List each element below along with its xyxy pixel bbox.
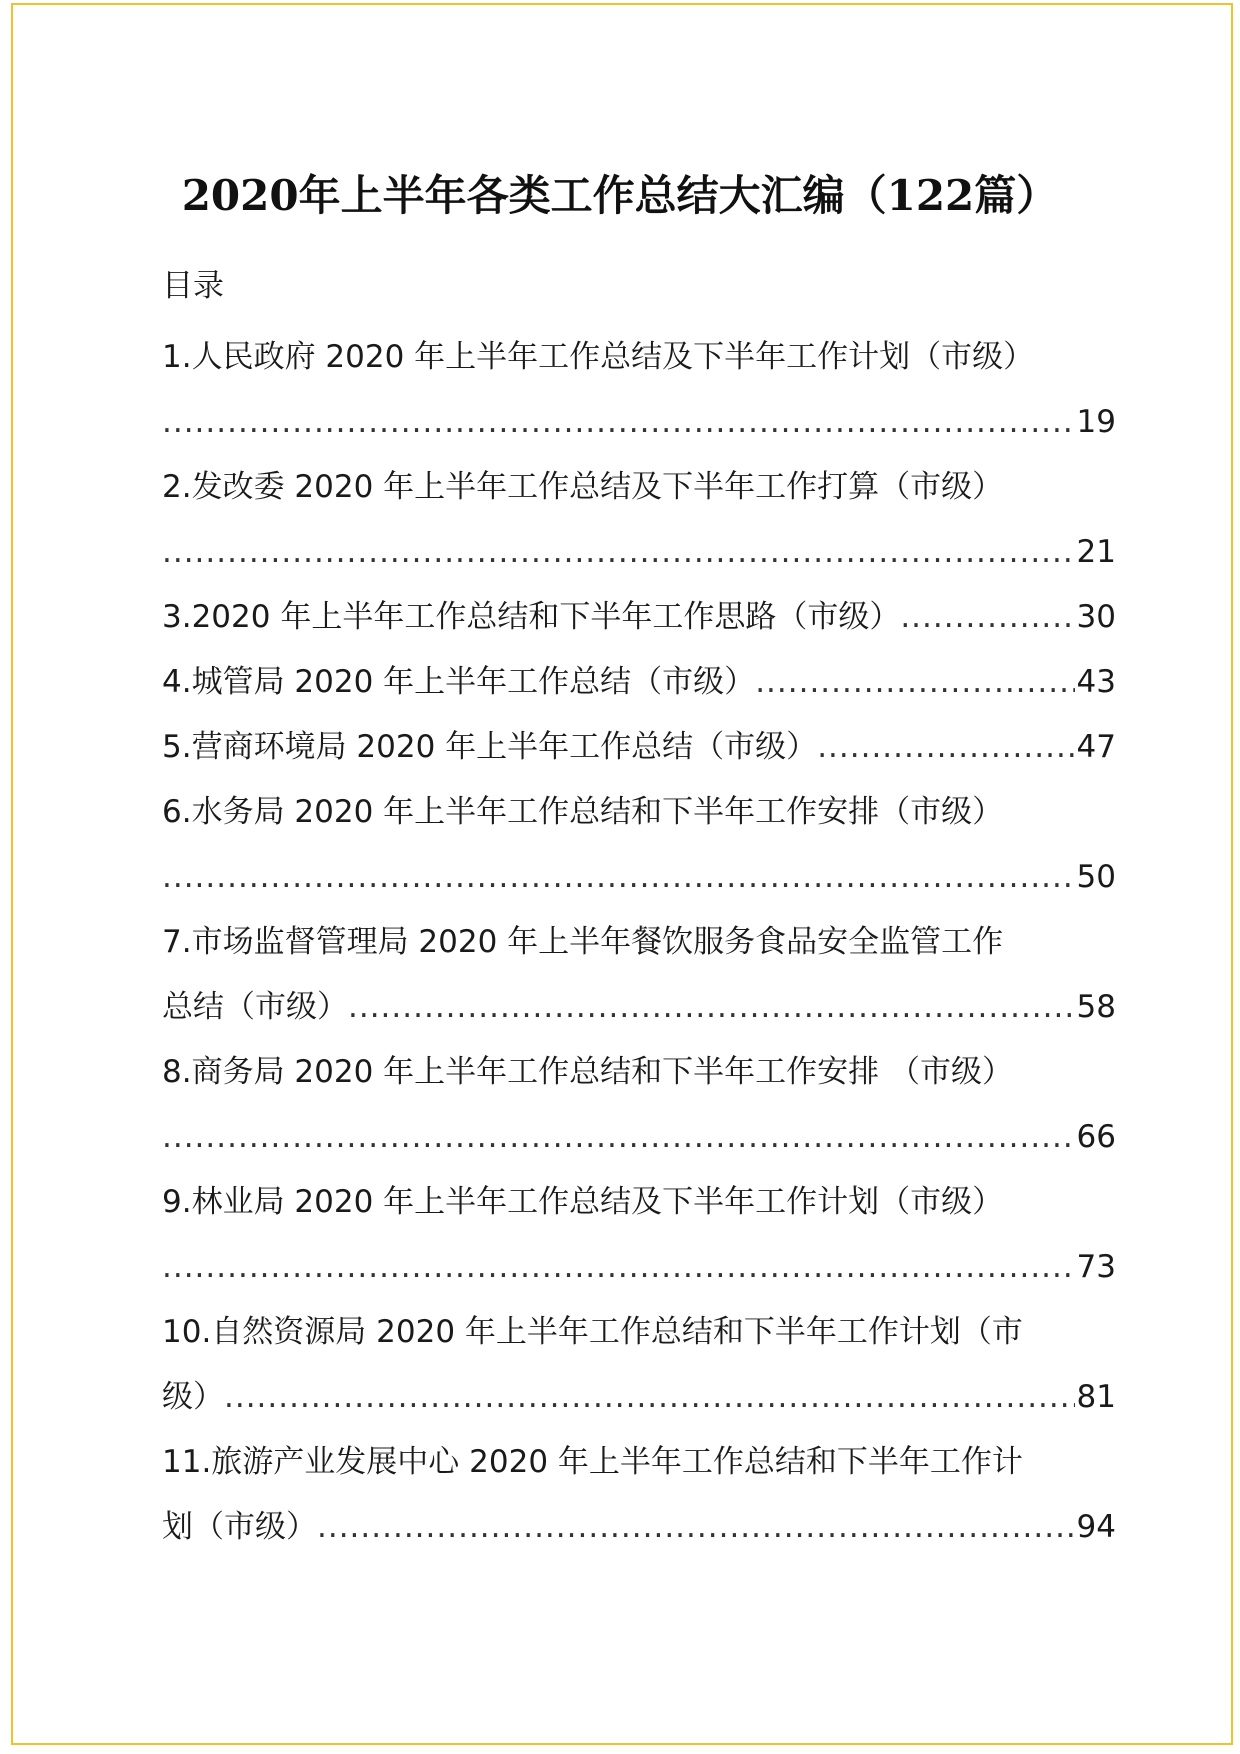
toc-entry-title: 1.人民政府 2020 年上半年工作总结及下半年工作计划（市级）	[162, 339, 1035, 375]
toc-entry-leader-line	[162, 650, 1116, 715]
toc-entry-title: 7.市场监督管理局 2020 年上半年餐饮服务食品安全监管工作	[162, 924, 1004, 960]
toc-page-number: 73	[1076, 1249, 1116, 1285]
toc-entry-title: 8.商务局 2020 年上半年工作总结和下半年工作安排 （市级）	[162, 1054, 1014, 1090]
toc-entry[interactable]	[162, 1170, 1116, 1300]
toc-entry-title: 11.旅游产业发展中心 2020 年上半年工作总结和下半年工作计	[162, 1444, 1023, 1480]
toc-entry-title: 2.发改委 2020 年上半年工作总结及下半年工作打算（市级）	[162, 469, 1004, 505]
toc-entry-title-continuation: 5.营商环境局 2020 年上半年工作总结（市级）	[162, 729, 818, 765]
table-of-contents	[162, 325, 1116, 1560]
toc-page-number: 94	[1076, 1509, 1116, 1545]
toc-page-number: 50	[1076, 859, 1116, 895]
dot-leader	[162, 845, 1075, 910]
toc-entry-leader-line	[162, 520, 1116, 585]
dot-leader	[755, 650, 1074, 715]
toc-entry-leader-line	[162, 975, 1116, 1040]
dot-leader	[317, 1495, 1075, 1560]
toc-entry-leader-line	[162, 1365, 1116, 1430]
dot-leader	[817, 715, 1074, 780]
toc-entry[interactable]	[162, 1430, 1116, 1560]
toc-page-number: 19	[1076, 404, 1116, 440]
toc-entry-leader-line	[162, 715, 1116, 780]
toc-entry-title: 10.自然资源局 2020 年上半年工作总结和下半年工作计划（市	[162, 1314, 1023, 1350]
toc-page-number: 66	[1076, 1119, 1116, 1155]
dot-leader	[900, 585, 1074, 650]
dot-leader	[348, 975, 1075, 1040]
toc-entry[interactable]	[162, 715, 1116, 780]
toc-entry[interactable]	[162, 325, 1116, 455]
toc-heading: 目录	[162, 268, 224, 304]
toc-entry-leader-line	[162, 1235, 1116, 1300]
toc-entry[interactable]	[162, 780, 1116, 910]
dot-leader	[162, 520, 1075, 585]
toc-entry-title-continuation: 划（市级）	[162, 1509, 317, 1545]
toc-entry[interactable]	[162, 1040, 1116, 1170]
toc-entry[interactable]	[162, 1300, 1116, 1430]
toc-entry[interactable]	[162, 455, 1116, 585]
document-title: 2020年上半年各类工作总结大汇编（122篇）	[181, 171, 1059, 220]
toc-entry-title: 6.水务局 2020 年上半年工作总结和下半年工作安排（市级）	[162, 794, 1004, 830]
toc-entry-leader-line	[162, 845, 1116, 910]
toc-entry-title: 9.林业局 2020 年上半年工作总结及下半年工作计划（市级）	[162, 1184, 1004, 1220]
toc-entry-leader-line	[162, 585, 1116, 650]
toc-entry-leader-line	[162, 1105, 1116, 1170]
toc-page-number: 81	[1076, 1379, 1116, 1415]
toc-entry-title-continuation: 3.2020 年上半年工作总结和下半年工作思路（市级）	[162, 599, 901, 635]
dot-leader	[162, 1105, 1075, 1170]
toc-page-number: 30	[1076, 599, 1116, 635]
dot-leader	[224, 1365, 1075, 1430]
toc-entry-leader-line	[162, 1495, 1116, 1560]
dot-leader	[162, 390, 1075, 455]
toc-page-number: 43	[1076, 664, 1116, 700]
toc-page-number: 21	[1076, 534, 1116, 570]
toc-page-number: 58	[1076, 989, 1116, 1025]
toc-entry-title-continuation: 4.城管局 2020 年上半年工作总结（市级）	[162, 664, 756, 700]
toc-entry[interactable]	[162, 585, 1116, 650]
toc-entry[interactable]	[162, 910, 1116, 1040]
dot-leader	[162, 1235, 1075, 1300]
toc-entry-leader-line	[162, 390, 1116, 455]
toc-page-number: 47	[1076, 729, 1116, 765]
toc-entry[interactable]	[162, 650, 1116, 715]
toc-entry-title-continuation: 级）	[162, 1379, 224, 1415]
toc-entry-title-continuation: 总结（市级）	[162, 989, 348, 1025]
